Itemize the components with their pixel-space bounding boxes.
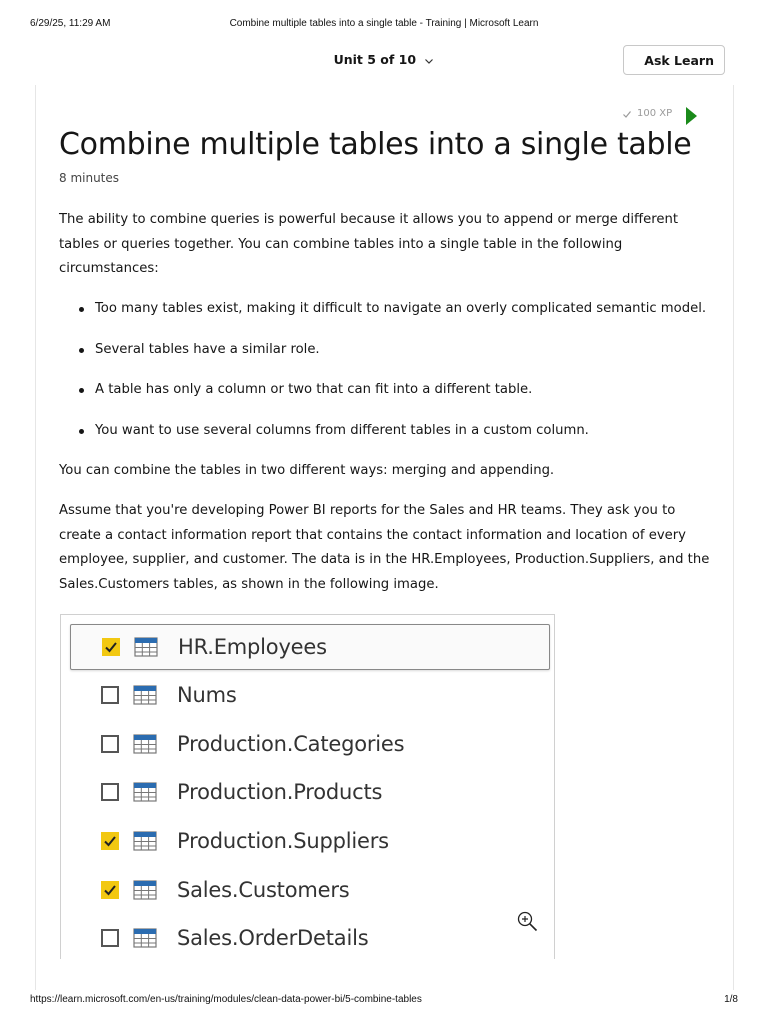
table-row	[70, 769, 550, 815]
checkmark-icon	[622, 109, 632, 119]
play-icon[interactable]	[686, 107, 697, 125]
print-url: https://learn.microsoft.com/en-us/training/modules/clean-data-power-bi/5-combine-tables	[30, 994, 422, 1005]
list-item: Several tables have a similar role.	[59, 338, 729, 379]
table-icon	[133, 685, 157, 705]
table-row	[70, 915, 550, 959]
duration: 8 minutes	[59, 171, 120, 185]
table-row	[70, 867, 550, 913]
table-row	[70, 818, 550, 864]
page-number: 1/8	[724, 994, 738, 1005]
print-header	[30, 18, 738, 34]
table-row	[70, 624, 550, 670]
print-footer	[30, 994, 738, 1008]
table-name: Production.Suppliers	[177, 829, 389, 853]
table-row	[70, 721, 550, 767]
check-icon	[103, 883, 117, 897]
navigator-tables-image	[60, 614, 555, 959]
checkbox-unchecked	[101, 735, 119, 753]
table-name: Sales.Customers	[177, 878, 350, 902]
scenario-paragraph: Assume that you're developing Power BI reports for the Sales and HR teams. They ask you to create a contact information report that contains the contact information and location of every employee, supplier, and customer. The data is in the HR.Employees, Production.Suppliers, and the Sales.Customers tables, as shown in the following image.	[59, 503, 710, 592]
checkbox-checked	[101, 881, 119, 899]
chevron-down-icon	[424, 56, 434, 66]
table-icon	[134, 637, 158, 657]
table-name: Production.Products	[177, 780, 383, 804]
table-icon	[133, 928, 157, 948]
table-name: Nums	[177, 683, 237, 707]
table-name: Sales.OrderDetails	[177, 926, 369, 950]
ways-paragraph: You can combine the tables in two different ways: merging and appending.	[59, 463, 555, 478]
check-icon	[103, 834, 117, 848]
table-row	[70, 672, 550, 718]
xp-badge	[622, 108, 672, 119]
table-name: HR.Employees	[178, 635, 327, 659]
checkbox-unchecked	[101, 783, 119, 801]
checkbox-checked	[102, 638, 120, 656]
table-icon	[133, 782, 157, 802]
checkbox-unchecked	[101, 929, 119, 947]
checkbox-checked	[101, 832, 119, 850]
table-icon	[133, 734, 157, 754]
print-datetime: 6/29/25, 11:29 AM	[30, 18, 111, 29]
xp-value: 100 XP	[637, 108, 673, 119]
print-page-title: Combine multiple tables into a single table - Training | Microsoft Learn	[229, 18, 539, 29]
checkbox-unchecked	[101, 686, 119, 704]
intro-paragraph: The ability to combine queries is powerful because it allows you to append or merge different tables or queries together. You can combine tables into a single table in the following circumstances:	[59, 212, 679, 276]
check-icon	[104, 640, 118, 654]
unit-label: Unit 5 of 10	[333, 52, 417, 67]
zoom-in-icon[interactable]	[517, 911, 539, 933]
page-title: Combine multiple tables into a single table	[59, 127, 692, 162]
list-item: A table has only a column or two that can fit into a different table.	[59, 378, 729, 419]
table-icon	[133, 831, 157, 851]
table-icon	[133, 880, 157, 900]
ask-learn-button[interactable]: Ask Learn	[623, 45, 725, 75]
list-item: You want to use several columns from different tables in a custom column.	[59, 419, 729, 460]
table-name: Production.Categories	[177, 732, 405, 756]
circumstances-list	[59, 297, 729, 460]
list-item: Too many tables exist, making it difficult to navigate an overly complicated semantic model.	[59, 297, 729, 338]
